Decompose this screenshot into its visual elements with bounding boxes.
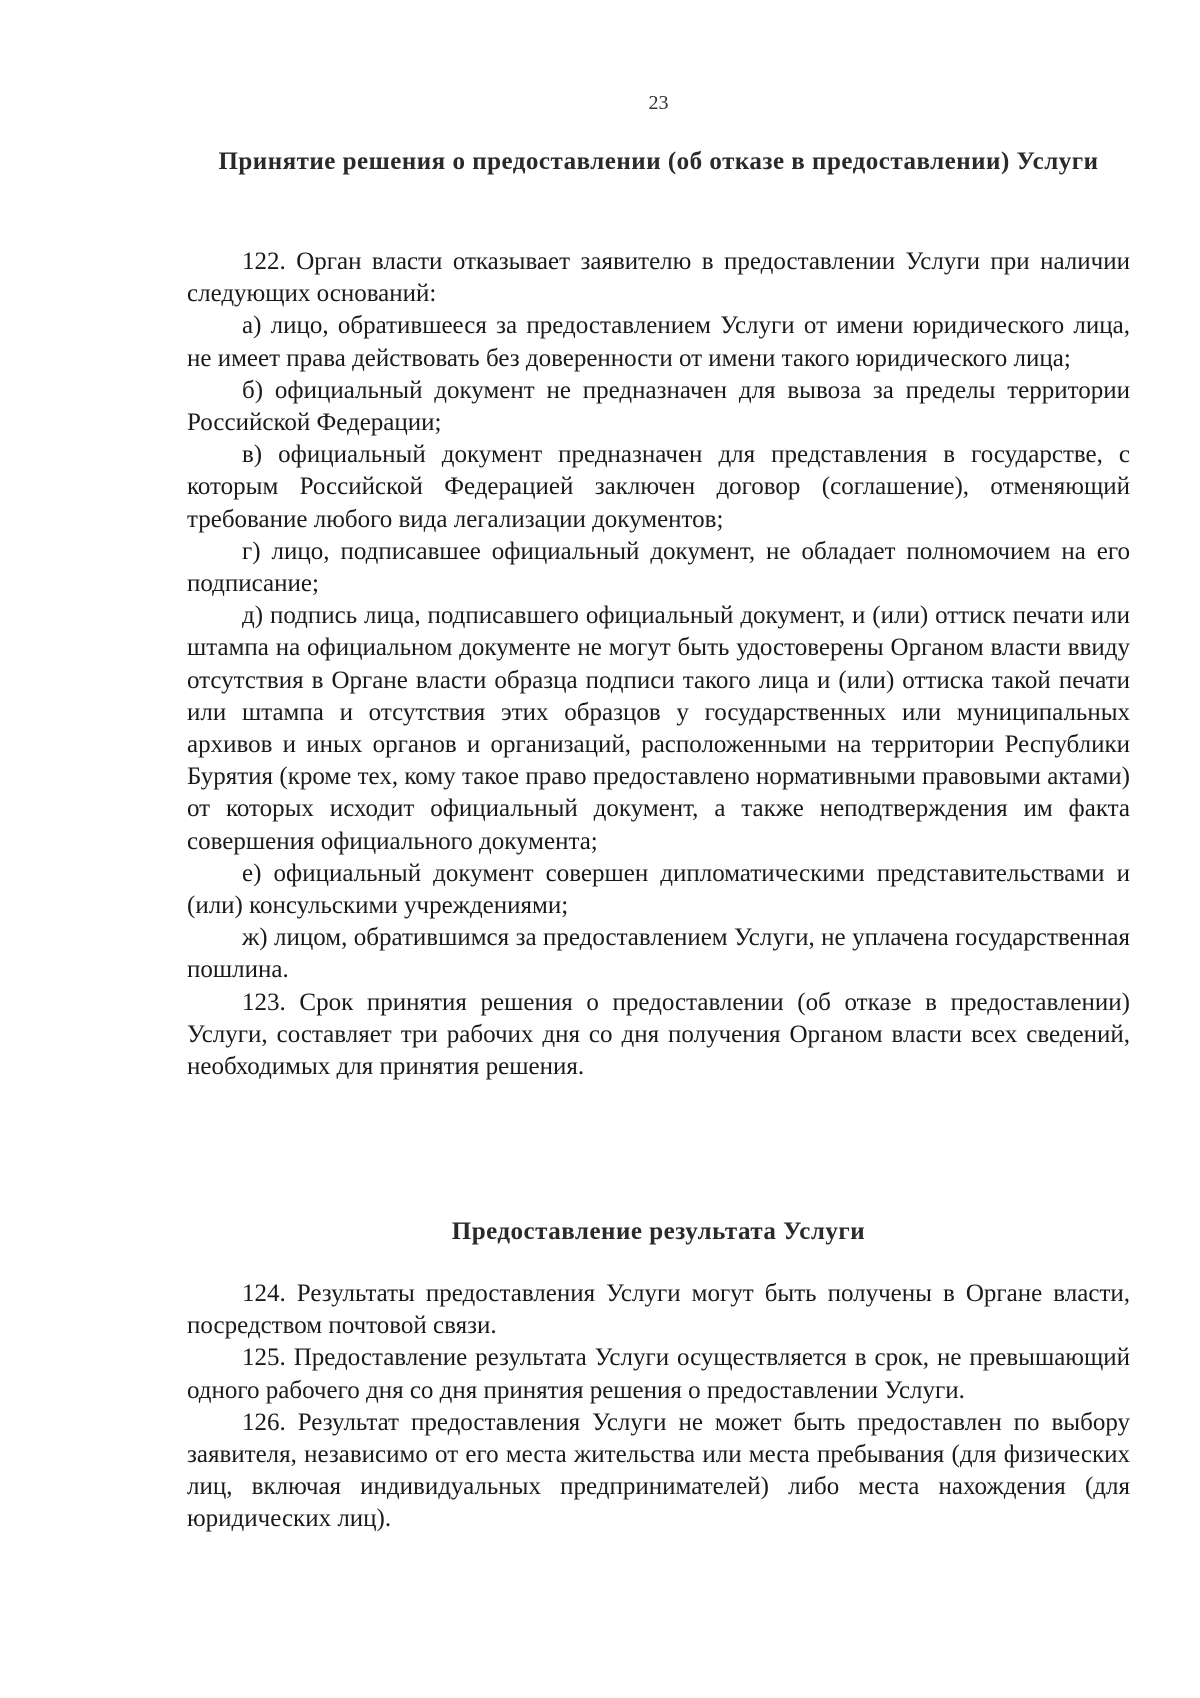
paragraph-122-zh: ж) лицом, обратившимся за предоставлением Услуги, не уплачена государственная пошлина. — [187, 924, 1130, 984]
paragraph-122-v: в) официальный документ предназначен для представления в государстве, с которым Российской Федерацией заключен договор (соглашение), отменяющий требование любого вида легализации документов; — [187, 441, 1130, 533]
paragraph-123: 123. Срок принятия решения о предоставлении (об отказе в предоставлении) Услуги, составляет три рабочих дня со дня получения Органом власти всех сведений, необходимых для принятия решения. — [187, 988, 1130, 1081]
paragraph-122-e: е) официальный документ совершен дипломатическими представительствами и (или) консульскими учреждениями; — [187, 859, 1130, 920]
section-heading-result: Предоставление результата Услуги — [451, 1218, 866, 1245]
section-heading-decision: Принятие решения о предоставлении (об отказе в предоставлении) Услуги — [218, 148, 1099, 175]
paragraph-122-b: б) официальный документ не предназначен для вывоза за пределы территории Российской Федерации; — [187, 376, 1130, 437]
page-number: 23 — [648, 92, 669, 114]
paragraph-126: 126. Результат предоставления Услуги не может быть предоставлен по выбору заявителя, независимо от его места жительства или места пребывания (для физических лиц, включая индивидуальных предпринимателей) либо места нахождения (для юридических лиц). — [187, 1408, 1130, 1533]
paragraph-122-a: а) лицо, обратившееся за предоставлением Услуги от имени юридического лица, не имеет права действовать без доверенности от имени такого юридического лица; — [187, 312, 1130, 372]
paragraph-124: 124. Результаты предоставления Услуги могут быть получены в Органе власти, посредством почтовой связи. — [187, 1280, 1130, 1340]
paragraph-122-d: д) подпись лица, подписавшего официальный документ, и (или) оттиск печати или штампа на официальном документе не могут быть удостоверены Органом власти ввиду отсутствия в Органе власти образца подписи такого лица и (или) оттиска такой печати или штампа и отсутствия этих образцов у государственных или муниципальных архивов и иных органов и организаций, расположенными на территории Республики Бурятия (кроме тех, кому такое право предоставлено нормативными правовыми актами) от которых исходит официальный документ, а также неподтверждения им факта совершения официального документа; — [187, 602, 1130, 855]
paragraph-125: 125. Предоставление результата Услуги осуществляется в срок, не превышающий одного рабочего дня со дня принятия решения о предоставлении Услуги. — [187, 1344, 1130, 1404]
section-body-decision — [187, 246, 1130, 1083]
paragraph-122-g: г) лицо, подписавшее официальный документ, не обладает полномочием на его подписание; — [187, 537, 1130, 598]
section-body-result — [187, 1278, 1130, 1536]
paragraph-122: 122. Орган власти отказывает заявителю в предоставлении Услуги при наличии следующих оснований: — [187, 248, 1130, 308]
